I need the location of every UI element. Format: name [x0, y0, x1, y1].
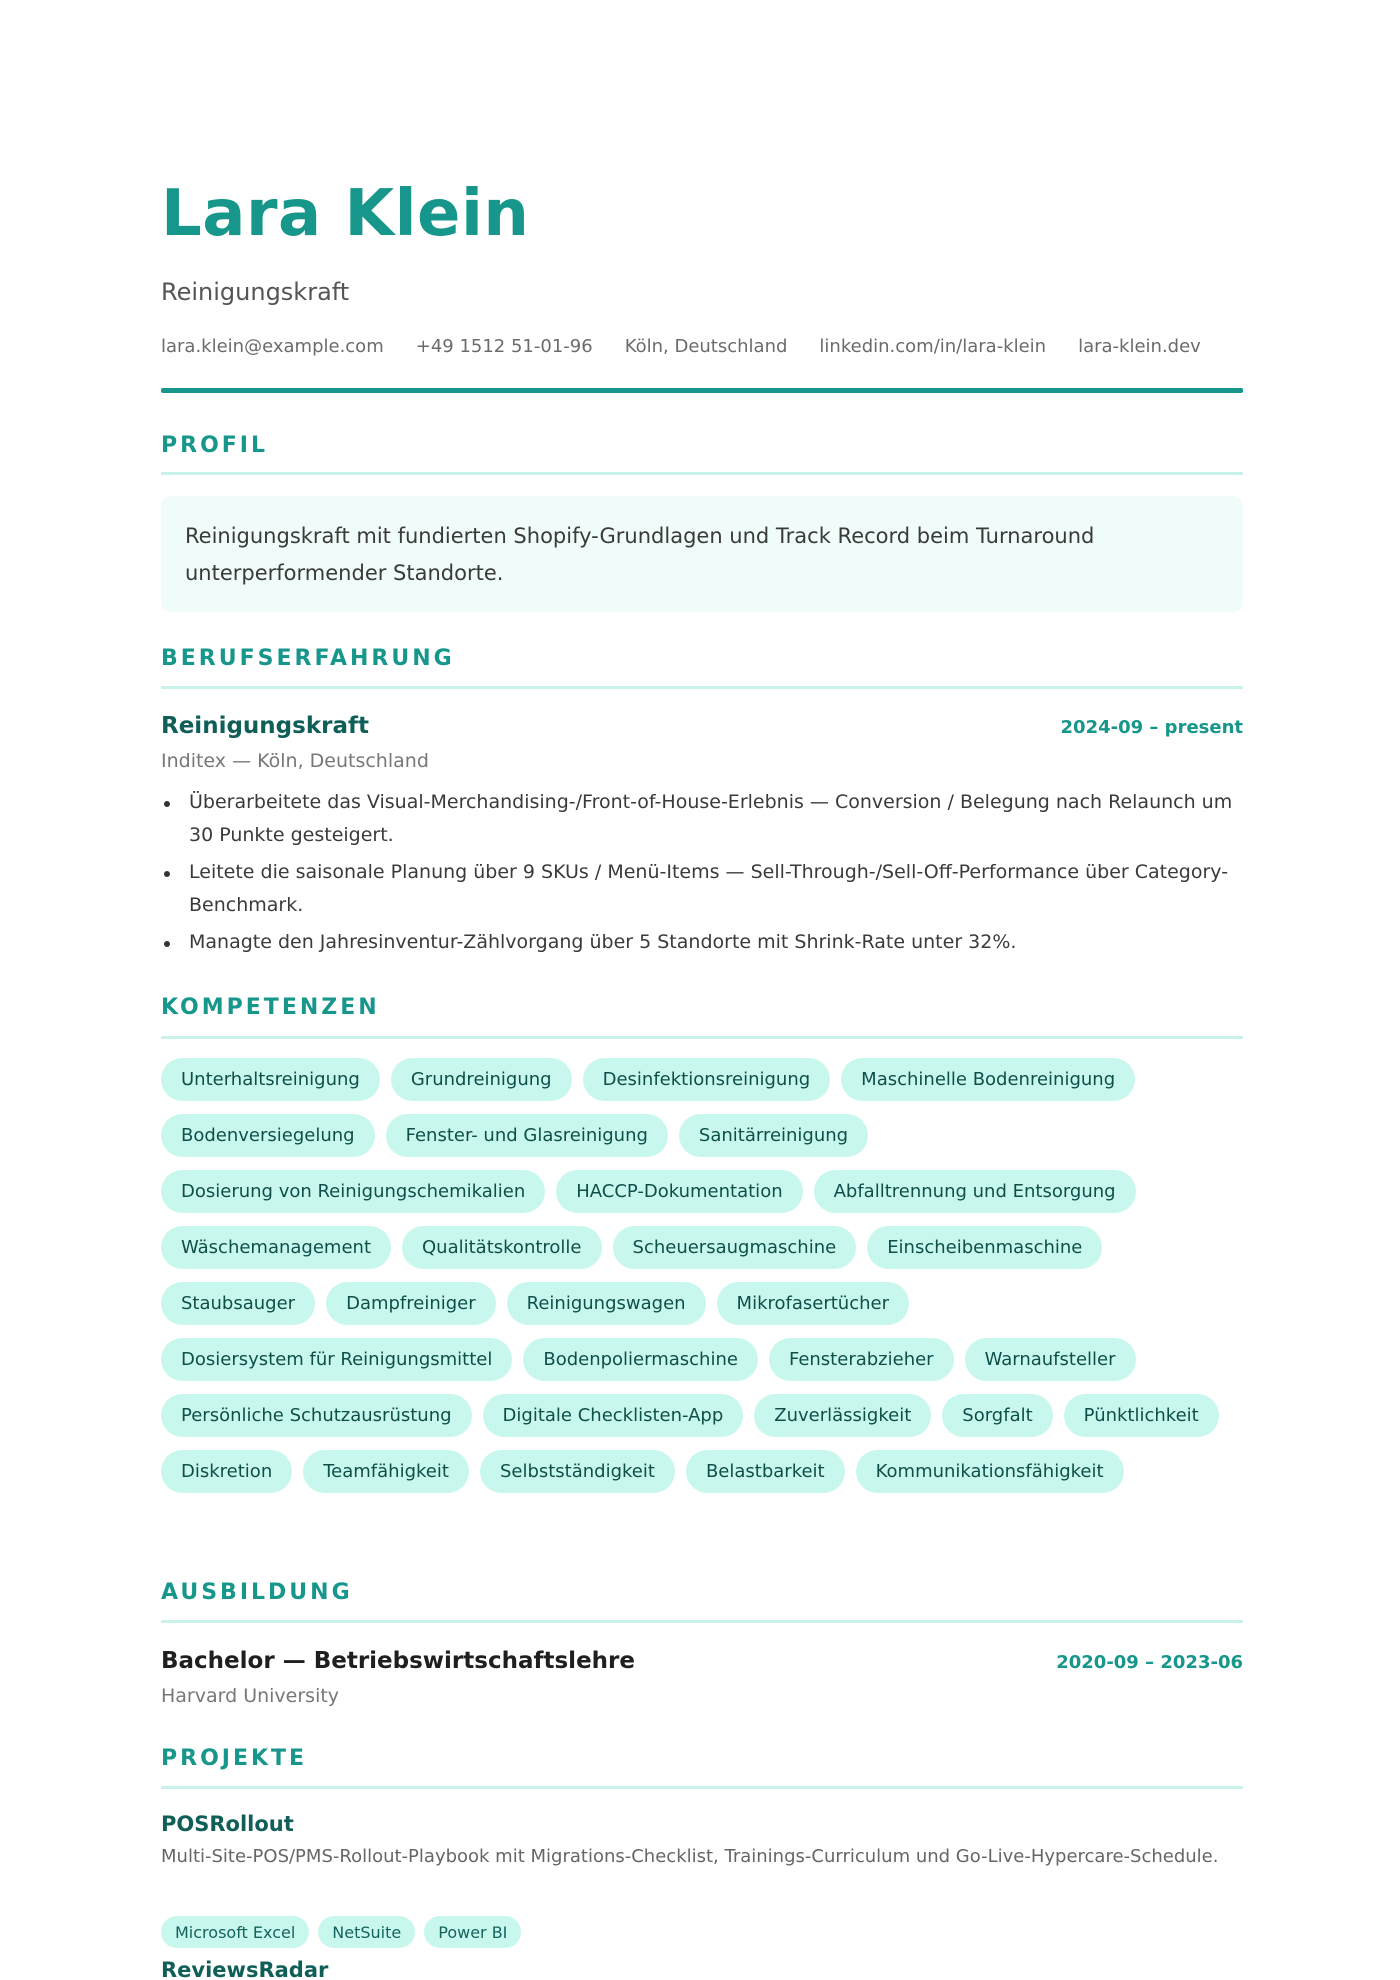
- skill-chip: Kommunikationsfähigkeit: [856, 1450, 1124, 1493]
- skills-list: [161, 1058, 1243, 1493]
- skill-chip: Dampfreiniger: [326, 1282, 496, 1325]
- profile-summary-box: [161, 496, 1243, 612]
- contact-email[interactable]: lara.klein@example.com: [161, 336, 384, 357]
- skill-chip: Fenster- und Glasreinigung: [386, 1114, 668, 1157]
- skill-chip: Selbstständigkeit: [480, 1450, 675, 1493]
- skill-chip: Fensterabzieher: [769, 1338, 954, 1381]
- section-title-skills: KOMPETENZEN: [161, 995, 380, 1020]
- job-title: Reinigungskraft: [161, 713, 369, 739]
- skill-chip: Zuverlässigkeit: [754, 1394, 931, 1437]
- skill-chip: Staubsauger: [161, 1282, 315, 1325]
- skill-chip: Qualitätskontrolle: [402, 1226, 602, 1269]
- skill-chip: Bodenversiegelung: [161, 1114, 375, 1157]
- project-tech-list: [161, 1916, 521, 1948]
- contact-location: Köln, Deutschland: [624, 336, 788, 357]
- skill-chip: Pünktlichkeit: [1064, 1394, 1219, 1437]
- job-bullet: Managte den Jahresinventur-Zählvorgang über 5 Standorte mit Shrink-Rate unter 32%.: [161, 926, 1243, 959]
- skill-chip: Teamfähigkeit: [303, 1450, 469, 1493]
- section-divider: [161, 686, 1243, 689]
- skill-chip: Dosiersystem für Reinigungsmittel: [161, 1338, 512, 1381]
- candidate-headline: Reinigungskraft: [161, 278, 350, 306]
- skill-chip: Grundreinigung: [391, 1058, 572, 1101]
- section-title-education: AUSBILDUNG: [161, 1580, 353, 1605]
- profile-summary-text: Reinigungskraft mit fundierten Shopify-Grundlagen und Track Record beim Turnaround unterperformender Standorte.: [185, 524, 1095, 585]
- job-bullet: Überarbeitete das Visual-Merchandising-/Front-of-House-Erlebnis — Conversion / Belegung nach Relaunch um 30 Punkte gesteigert.: [161, 786, 1243, 852]
- job-bullet: Leitete die saisonale Planung über 9 SKUs / Menü-Items — Sell-Through-/Sell-Off-Performance über Category-Benchmark.: [161, 856, 1243, 922]
- skill-chip: Warnaufsteller: [965, 1338, 1136, 1381]
- skill-chip: Digitale Checklisten-App: [483, 1394, 744, 1437]
- section-divider: [161, 1786, 1243, 1789]
- education-degree: Bachelor — Betriebswirtschaftslehre: [161, 1648, 635, 1674]
- header-divider: [161, 388, 1243, 393]
- skill-chip: HACCP-Dokumentation: [556, 1170, 802, 1213]
- section-divider: [161, 1036, 1243, 1039]
- skill-chip: Einscheibenmaschine: [867, 1226, 1102, 1269]
- project-description: Multi-Site-POS/PMS-Rollout-Playbook mit Migrations-Checklist, Trainings-Curriculum und Go-Live-Hypercare-Schedule.: [161, 1846, 1219, 1867]
- job-bullets: [161, 786, 1243, 963]
- skill-chip: Abfalltrennung und Entsorgung: [814, 1170, 1136, 1213]
- job-company: Inditex — Köln, Deutschland: [161, 750, 429, 772]
- education-school: Harvard University: [161, 1685, 340, 1707]
- job-date: 2024-09 – present: [1060, 717, 1243, 738]
- tech-chip: Microsoft Excel: [161, 1916, 309, 1948]
- contact-phone[interactable]: +49 1512 51-01-96: [415, 336, 593, 357]
- skill-chip: Belastbarkeit: [686, 1450, 845, 1493]
- section-divider: [161, 1620, 1243, 1623]
- section-title-experience: BERUFSERFAHRUNG: [161, 646, 455, 671]
- section-title-projects: PROJEKTE: [161, 1746, 308, 1771]
- candidate-name: Lara Klein: [161, 177, 530, 251]
- tech-chip: NetSuite: [318, 1916, 415, 1948]
- contact-bar: [161, 336, 1201, 357]
- skill-chip: Scheuersaugmaschine: [613, 1226, 857, 1269]
- skill-chip: Maschinelle Bodenreinigung: [841, 1058, 1135, 1101]
- skill-chip: Unterhaltsreinigung: [161, 1058, 380, 1101]
- section-divider: [161, 472, 1243, 475]
- project-title: POSRollout: [161, 1812, 294, 1836]
- skill-chip: Reinigungswagen: [507, 1282, 706, 1325]
- project-title: ReviewsRadar: [161, 1958, 329, 1980]
- skill-chip: Diskretion: [161, 1450, 292, 1493]
- skill-chip: Dosierung von Reinigungschemikalien: [161, 1170, 545, 1213]
- skill-chip: Persönliche Schutzausrüstung: [161, 1394, 472, 1437]
- education-date: 2020-09 – 2023-06: [1056, 1652, 1243, 1673]
- contact-linkedin[interactable]: linkedin.com/in/lara-klein: [819, 336, 1047, 357]
- skill-chip: Sanitärreinigung: [679, 1114, 868, 1157]
- skill-chip: Sorgfalt: [942, 1394, 1052, 1437]
- tech-chip: Power BI: [424, 1916, 521, 1948]
- section-title-profile: PROFIL: [161, 433, 268, 458]
- skill-chip: Mikrofasertücher: [717, 1282, 909, 1325]
- skill-chip: Bodenpoliermaschine: [523, 1338, 758, 1381]
- skill-chip: Desinfektionsreinigung: [583, 1058, 831, 1101]
- skill-chip: Wäschemanagement: [161, 1226, 391, 1269]
- contact-website[interactable]: lara-klein.dev: [1078, 336, 1201, 357]
